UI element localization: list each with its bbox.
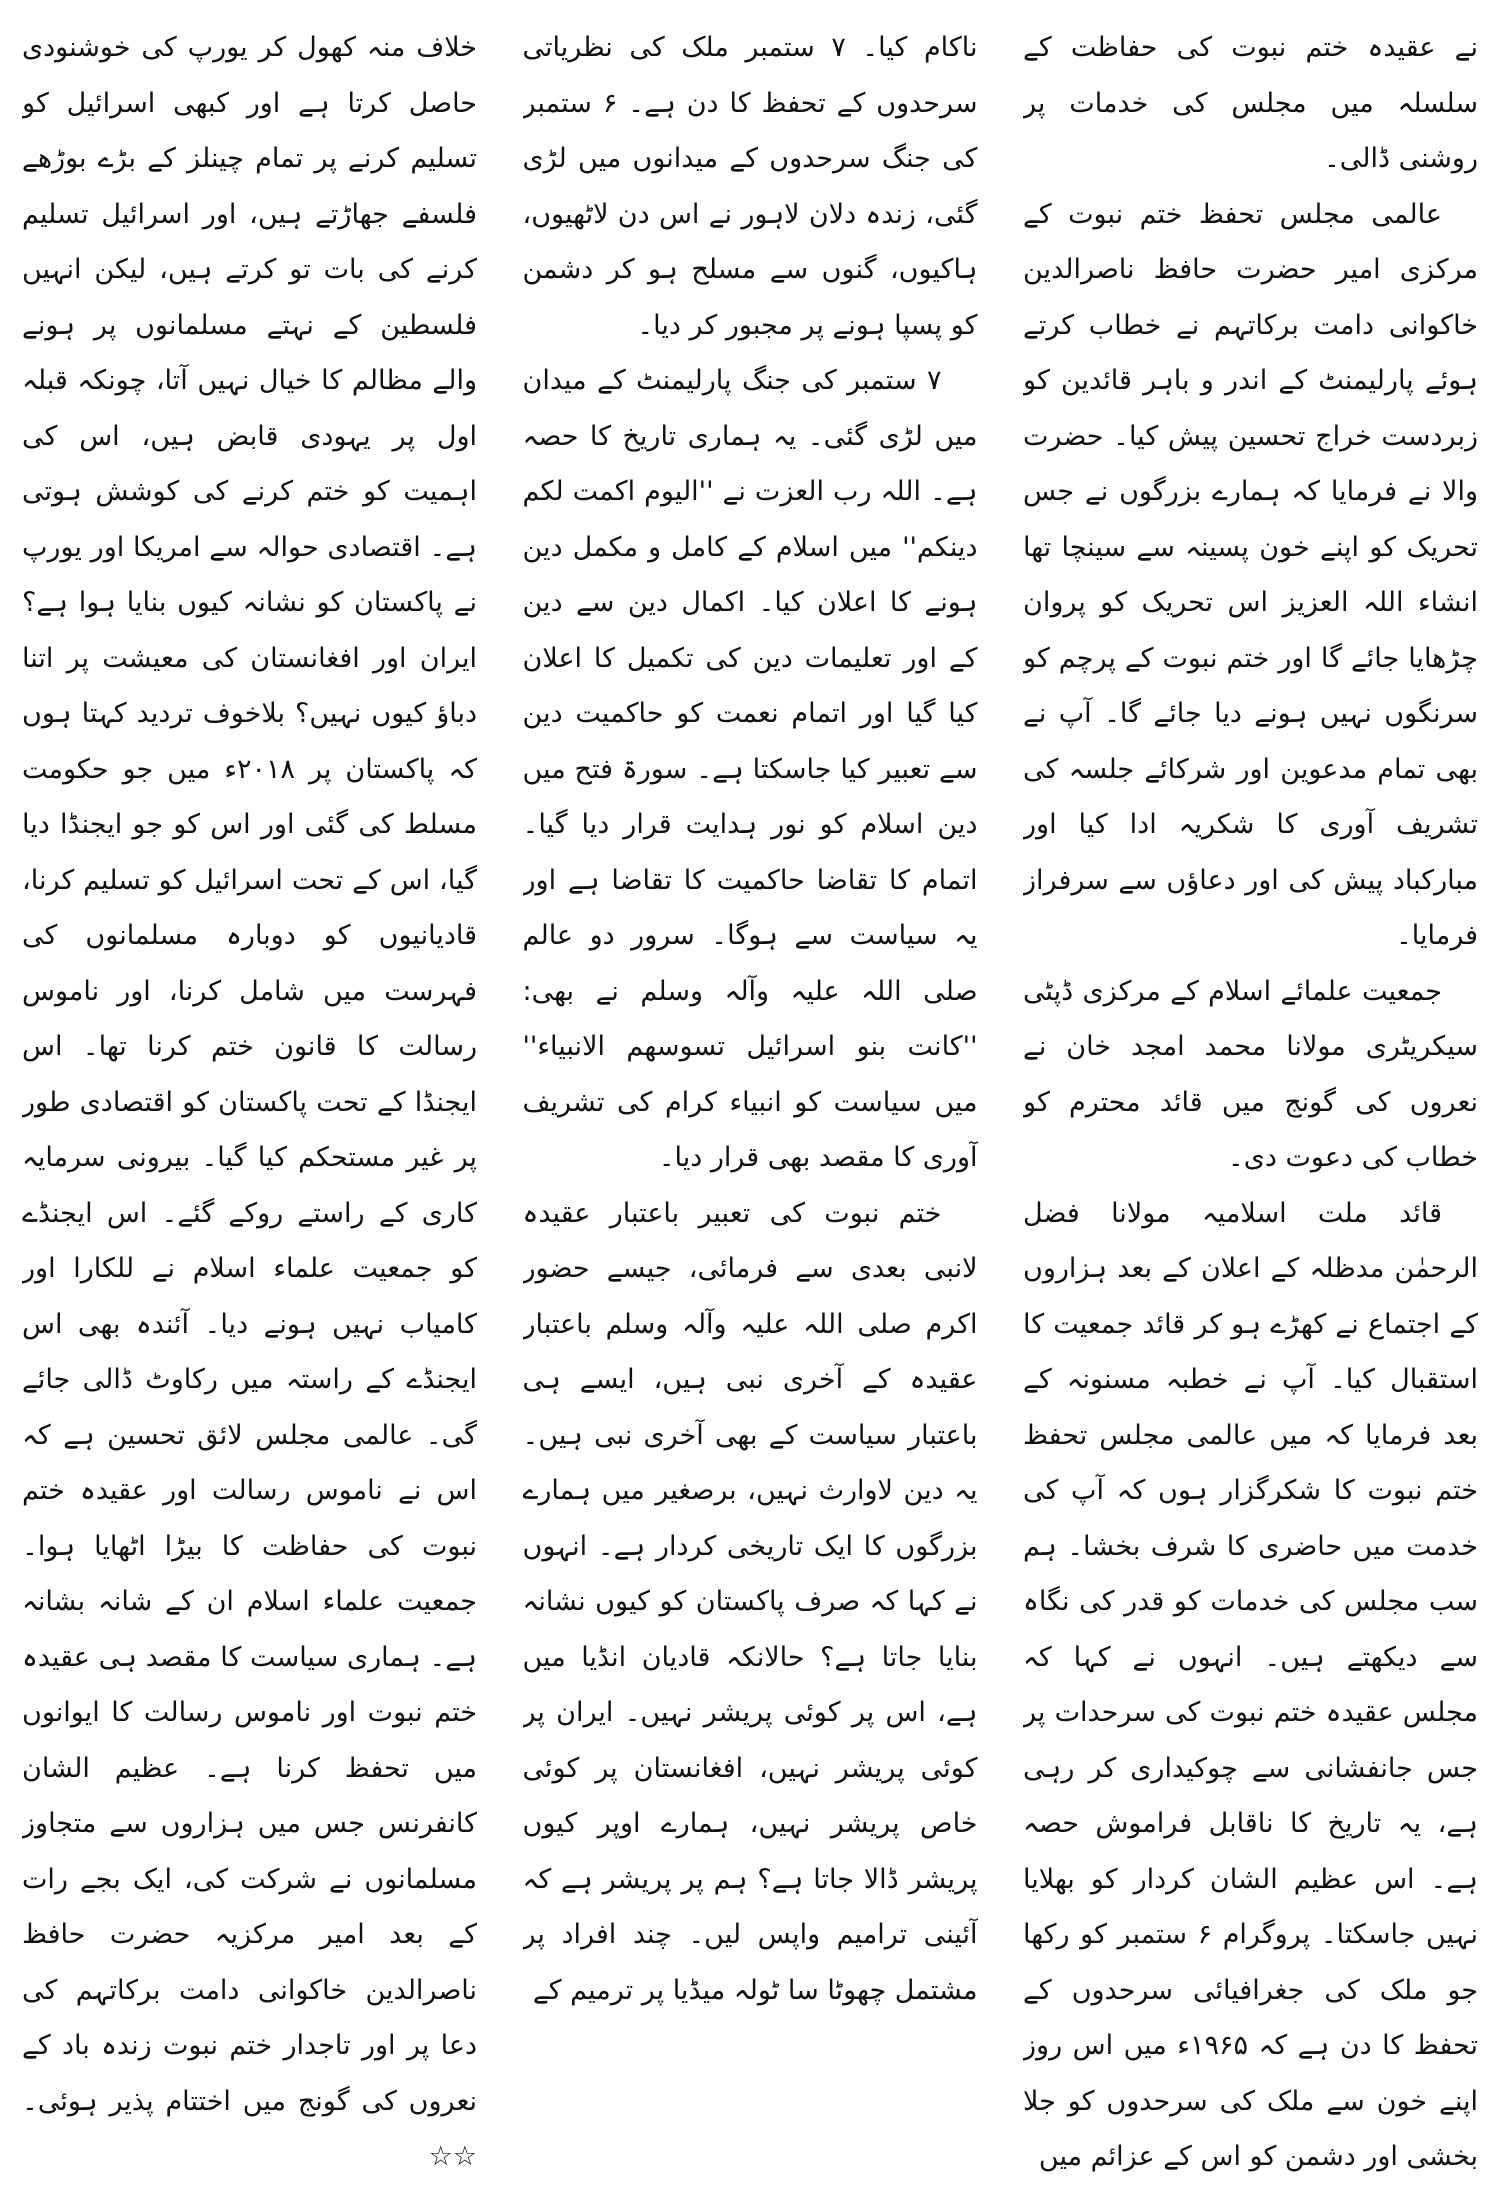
paragraph: ختم نبوت کی تعبیر باعتبار عقیدہ لانبی بعدی سے فرمائی، جیسے حضور اکرم صلی اللہ علیہ وآلہ وسلم باعتبار عقیدہ کے آخری نبی ہیں، ایسے ہی باعتبار سیاست کے بھی آخری نبی ہیں۔ یہ دین لاوارث نہیں، برصغیر میں ہمارے بزرگوں کا ایک تاریخی کردار ہے۔ انہوں نے کہا کہ صرف پاکستان کو کیوں نشانہ بنایا جاتا ہے؟ حالانکہ قادیان انڈیا میں ہے، اس پر کوئی پریشر نہیں۔ ایران پر کوئی پریشر نہیں، افغانستان پر کوئی خاص پریشر نہیں، ہمارے اوپر کیوں پریشر ڈالا جاتا ہے؟ ہم پر پریشر ہے کہ آئینی ترامیم واپس لیں۔ چند افراد پر مشتمل چھوٹا سا ٹولہ میڈیا پر ترمیم کے [522, 1197, 978, 2006]
paragraph: ناکام کیا۔ ۷ ستمبر ملک کی نظریاتی سرحدوں کے تحفظ کا دن ہے۔ ۶ ستمبر کی جنگ سرحدوں کے میدانوں میں لڑی گئی، زندہ دلان لاہور نے اس دن لاٹھیوں، ہاکیوں، گنوں سے مسلح ہو کر دشمن کو پسپا ہونے پر مجبور کر دیا۔ [522, 32, 978, 341]
paragraph: قائد ملت اسلامیہ مولانا فضل الرحمٰن مدظلہ کے اعلان کے بعد ہزاروں کے اجتماع نے کھڑے ہو کر قائد جمعیت کا استقبال کیا۔ آپ نے خطبہ مسنونہ کے بعد فرمایا کہ میں عالمی مجلس تحفظ ختم نبوت کا شکرگزار ہوں کہ آپ کی خدمت میں حاضری کا شرف بخشا۔ ہم سب مجلس کی خدمات کو قدر کی نگاہ سے دیکھتے ہیں۔ انہوں نے کہا کہ مجلس عقیدہ ختم نبوت کی سرحدات پر جس جانفشانی سے چوکیداری کر رہی ہے، یہ تاریخ کا ناقابل فراموش حصہ ہے۔ اس عظیم الشان کردار کو بھلایا نہیں جاسکتا۔ پروگرام ۶ ستمبر کو رکھا جو ملک کی جغرافیائی سرحدوں کے تحفظ کا دن ہے کہ ۱۹۶۵ء میں اس روز اپنے خون سے ملک کی سرحدوں کو جلا بخشی اور دشمن کو اس کے عزائم میں [1023, 1197, 1478, 2172]
paragraph: عالمی مجلس تحفظ ختم نبوت کے مرکزی امیر حضرت حافظ ناصرالدین خاکوانی دامت برکاتہم نے خطاب کرتے ہوئے پارلیمنٹ کے اندر و باہر قائدین کو زبردست خراج تحسین پیش کیا۔ حضرت والا نے فرمایا کہ ہمارے بزرگوں نے جس تحریک کو اپنے خون پسینہ سے سینچا تھا انشاء اللہ العزیز اس تحریک کو پروان چڑھایا جائے گا اور ختم نبوت کے پرچم کو سرنگوں نہیں ہونے دیا جائے گا۔ آپ نے بھی تمام مدعوین اور شرکائے جلسہ کی تشریف آوری کا شکریہ ادا کیا اور مبارکباد پیش کی اور دعاؤں سے سرفراز فرمایا۔ [1023, 198, 1478, 951]
column-left [22, 20, 477, 2190]
paragraph: ۷ ستمبر کی جنگ پارلیمنٹ کے میدان میں لڑی گئی۔ یہ ہماری تاریخ کا حصہ ہے۔ اللہ رب العزت نے ''الیوم اکمت لکم دینکم'' میں اسلام کے کامل و مکمل دین ہونے کا اعلان کیا۔ اکمال دین سے دین کے اور تعلیمات دین کی تکمیل کا اعلان کیا گیا اور اتمام نعمت کو حاکمیت دین سے تعبیر کیا جاسکتا ہے۔ سورۃ فتح میں دین اسلام کو نور ہدایت قرار دیا گیا۔ اتمام کا تقاضا حاکمیت کا تقاضا ہے اور یہ سیاست سے ہوگا۔ سرور دو عالم صلی اللہ علیہ وآلہ وسلم نے بھی: ''کانت بنو اسرائیل تسوسھم الانبیاء'' میں سیاست کو انبیاء کرام کی تشریف آوری کا مقصد بھی قرار دیا۔ [522, 365, 978, 1173]
paragraph: جمعیت علمائے اسلام کے مرکزی ڈپٹی سیکریٹری مولانا محمد امجد خان نے نعروں کی گونج میں قائد محترم کو خطاب کی دعوت دی۔ [1023, 975, 1478, 1173]
paragraph: نے عقیدہ ختم نبوت کی حفاظت کے سلسلہ میں مجلس کی خدمات پر روشنی ڈالی۔ [1023, 32, 1478, 174]
column-middle [523, 20, 978, 2190]
column-right [1023, 20, 1478, 2190]
paragraph: خلاف منہ کھول کر یورپ کی خوشنودی حاصل کرتا ہے اور کبھی اسرائیل کو تسلیم کرنے پر تمام چینلز کے بڑے بوڑھے فلسفے جھاڑتے ہیں، اور اسرائیل تسلیم کرنے کی بات تو کرتے ہیں، لیکن انہیں فلسطین کے نہتے مسلمانوں پر ہونے والے مظالم کا خیال نہیں آتا، چونکہ قبلہ اول پر یہودی قابض ہیں، اس کی اہمیت کو ختم کرنے کی کوشش ہوتی ہے۔ اقتصادی حوالہ سے امریکا اور یورپ نے پاکستان کو نشانہ کیوں بنایا ہوا ہے؟ ایران اور افغانستان کی معیشت پر اتنا دباؤ کیوں نہیں؟ بلاخوف تردید کہتا ہوں کہ پاکستان پر ۲۰۱۸ء میں جو حکومت مسلط کی گئی اور اس کو جو ایجنڈا دیا گیا، اس کے تحت اسرائیل کو تسلیم کرنا، قادیانیوں کو دوبارہ مسلمانوں کی فہرست میں شامل کرنا، اور ناموس رسالت کا قانون ختم کرنا تھا۔ اس ایجنڈا کے تحت پاکستان کو اقتصادی طور پر غیر مستحکم کیا گیا۔ بیرونی سرمایہ کاری کے راستے روکے گئے۔ اس ایجنڈے کو جمعیت علماء اسلام نے للکارا اور کامیاب نہیں ہونے دیا۔ آئندہ بھی اس ایجنڈے کے راستہ میں رکاوٹ ڈالی جائے گی۔ عالمی مجلس لائق تحسین ہے کہ اس نے ناموس رسالت اور عقیدہ ختم نبوت کی حفاظت کا بیڑا اٹھایا ہوا۔ جمعیت علماء اسلام ان کے شانہ بشانہ ہے۔ ہماری سیاست کا مقصد ہی عقیدہ ختم نبوت اور ناموس رسالت کا ایوانوں میں تحفظ کرنا ہے۔ عظیم الشان کانفرنس جس میں ہزاروں سے متجاوز مسلمانوں نے شرکت کی، ایک بجے رات کے بعد امیر مرکزیہ حضرت حافظ ناصرالدین خاکوانی دامت برکاتہم کی دعا پر اور تاجدار ختم نبوت زندہ باد کے نعروں کی گونج میں اختتام پذیر ہوئی۔ ☆☆ [22, 32, 477, 2172]
